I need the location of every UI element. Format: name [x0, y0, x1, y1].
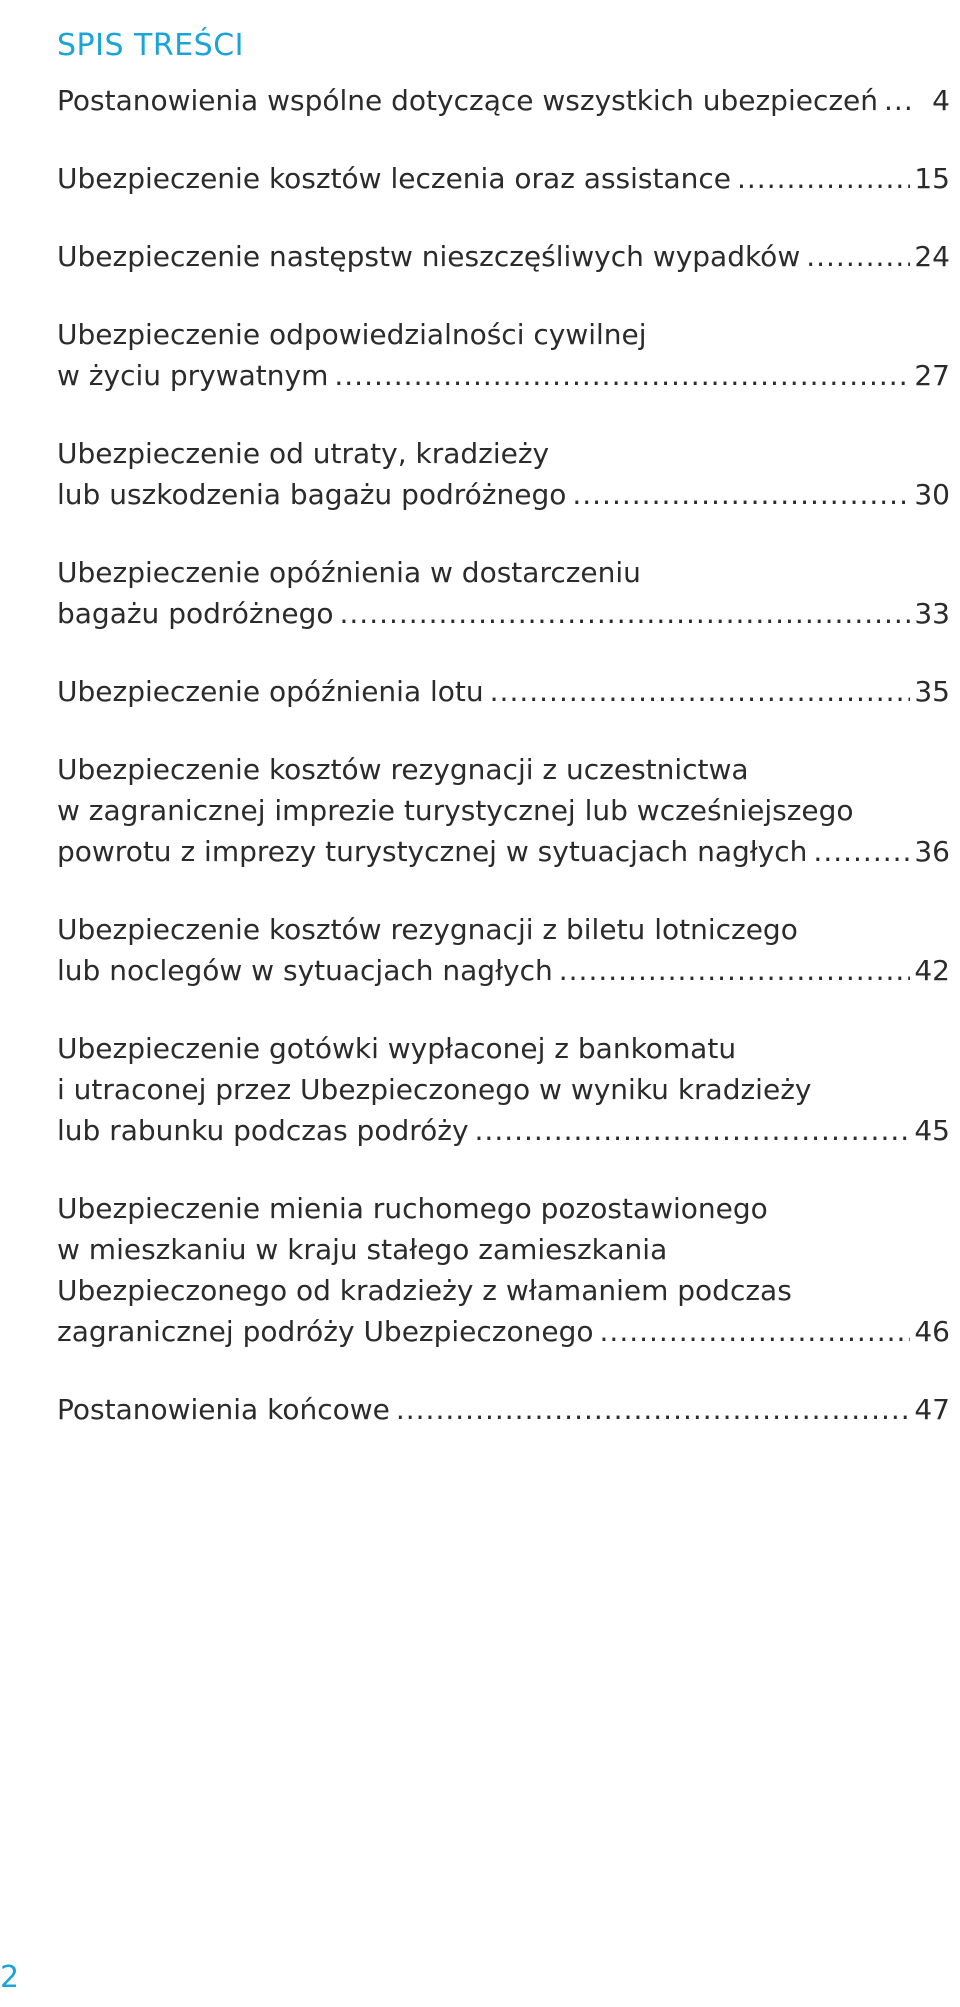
toc-entry-page: 46 — [914, 1315, 950, 1348]
toc-entry-row — [57, 950, 950, 991]
toc-entry-row — [57, 158, 950, 199]
toc-entry-row — [57, 671, 950, 712]
toc-entry-page: 27 — [914, 359, 950, 392]
toc-entry-text: bagażu podróżnego — [57, 597, 334, 630]
dot-leader — [813, 831, 910, 872]
dot-leader — [334, 355, 910, 396]
toc-entry-text: Ubezpieczenie kosztów leczenia oraz assistance — [57, 162, 731, 195]
toc-entry-text: Ubezpieczenie kosztów rezygnacji z uczestnictwa — [57, 753, 749, 786]
toc-entry-page: 47 — [914, 1393, 950, 1426]
toc-entry-row — [57, 80, 950, 121]
toc-entry-text: Ubezpieczenie następstw nieszczęśliwych wypadków — [57, 240, 801, 273]
toc-entry-text: lub uszkodzenia bagażu podróżnego — [57, 478, 567, 511]
toc-entry[interactable] — [57, 749, 950, 872]
toc-entry-text: Ubezpieczenie opóźnienia lotu — [57, 675, 484, 708]
toc-entry[interactable] — [57, 552, 950, 634]
page-number: 2 — [0, 1960, 20, 1995]
toc-entry[interactable] — [57, 80, 950, 121]
toc-entry-text: Ubezpieczenie mienia ruchomego pozostawionego — [57, 1192, 768, 1225]
toc-entry-page: 36 — [914, 835, 950, 868]
toc-entry-page: 33 — [914, 597, 950, 630]
table-of-contents — [57, 80, 950, 1467]
toc-entry-text: Postanowienia wspólne dotyczące wszystkich ubezpieczeń — [57, 84, 879, 117]
toc-entry-row — [57, 831, 950, 872]
toc-entry-text: Ubezpieczenie odpowiedzialności cywilnej — [57, 318, 647, 351]
toc-entry[interactable] — [57, 433, 950, 515]
toc-entry-text: w zagranicznej imprezie turystycznej lub wcześniejszego — [57, 794, 854, 827]
toc-entry-text: Postanowienia końcowe — [57, 1393, 390, 1426]
toc-entry-page: 15 — [914, 162, 950, 195]
dot-leader — [572, 474, 910, 515]
dot-leader — [475, 1110, 911, 1151]
toc-entry-row — [57, 1110, 950, 1151]
dot-leader — [600, 1311, 911, 1352]
toc-entry[interactable] — [57, 236, 950, 277]
toc-entry-page: 45 — [914, 1114, 950, 1147]
toc-entry-row — [57, 236, 950, 277]
dot-leader — [396, 1389, 911, 1430]
toc-entry-text: zagranicznej podróży Ubezpieczonego — [57, 1315, 594, 1348]
toc-entry-text: Ubezpieczenie kosztów rezygnacji z biletu lotniczego — [57, 913, 798, 946]
toc-entry-text: powrotu z imprezy turystycznej w sytuacjach nagłych — [57, 835, 808, 868]
toc-entry-row — [57, 474, 950, 515]
toc-entry-row — [57, 1311, 950, 1352]
toc-entry-text: Ubezpieczenie gotówki wypłaconej z bankomatu — [57, 1032, 737, 1065]
toc-entry-text: i utraconej przez Ubezpieczonego w wyniku kradzieży — [57, 1073, 812, 1106]
dot-leader — [737, 158, 910, 199]
toc-entry-row — [57, 355, 950, 396]
toc-entry-text: Ubezpieczonego od kradzieży z włamaniem podczas — [57, 1274, 792, 1307]
toc-entry-text: Ubezpieczenie opóźnienia w dostarczeniu — [57, 556, 641, 589]
toc-entry-text: Ubezpieczenie od utraty, kradzieży — [57, 437, 550, 470]
toc-entry-row — [57, 593, 950, 634]
toc-entry[interactable] — [57, 158, 950, 199]
toc-entry[interactable] — [57, 1389, 950, 1430]
toc-entry-page: 24 — [914, 240, 950, 273]
toc-entry-page: 30 — [914, 478, 950, 511]
toc-entry-text: w mieszkaniu w kraju stałego zamieszkania — [57, 1233, 668, 1266]
dot-leader — [340, 593, 911, 634]
toc-entry[interactable] — [57, 909, 950, 991]
toc-entry-page: 35 — [914, 675, 950, 708]
toc-entry[interactable] — [57, 314, 950, 396]
dot-leader — [559, 950, 911, 991]
dot-leader — [806, 236, 910, 277]
toc-entry[interactable] — [57, 671, 950, 712]
toc-entry-row — [57, 1389, 950, 1430]
dot-leader — [490, 671, 911, 712]
toc-entry-page: 42 — [914, 954, 950, 987]
dot-leader — [884, 80, 916, 121]
toc-entry-text: lub noclegów w sytuacjach nagłych — [57, 954, 553, 987]
toc-entry-page: 4 — [932, 84, 950, 117]
toc-entry-text: lub rabunku podczas podróży — [57, 1114, 469, 1147]
toc-title: SPIS TREŚCI — [57, 28, 245, 64]
toc-entry[interactable] — [57, 1188, 950, 1352]
toc-entry-text: w życiu prywatnym — [57, 359, 329, 392]
toc-entry[interactable] — [57, 1028, 950, 1151]
